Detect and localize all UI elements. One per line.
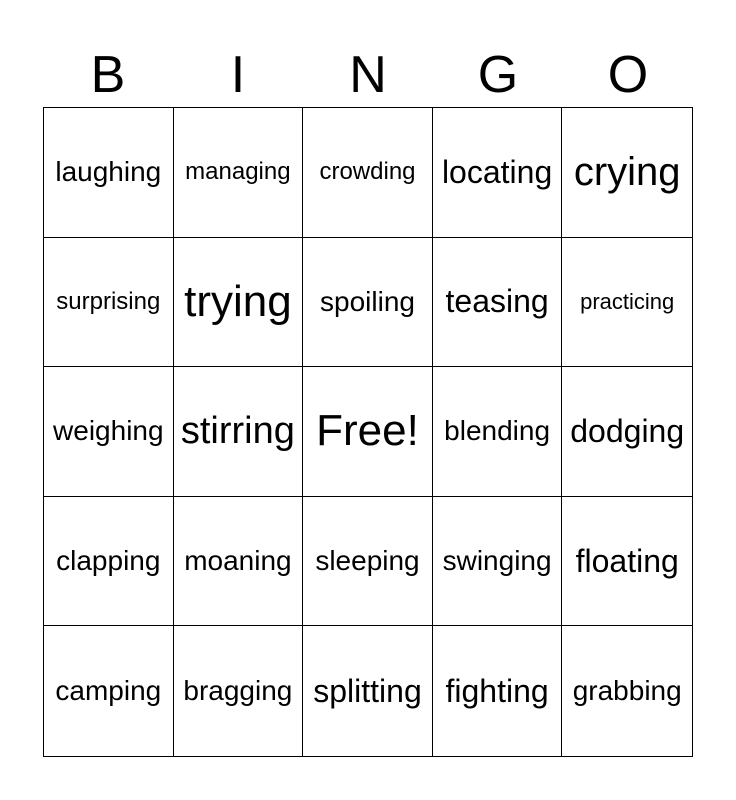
bingo-cell[interactable]: managing <box>174 108 304 238</box>
bingo-cell[interactable]: dodging <box>562 367 692 497</box>
bingo-cell[interactable]: moaning <box>174 497 304 627</box>
bingo-cell[interactable]: teasing <box>433 238 563 368</box>
bingo-cell[interactable]: blending <box>433 367 563 497</box>
header-letter-n: N <box>349 46 387 104</box>
bingo-cell[interactable]: swinging <box>433 497 563 627</box>
bingo-cell[interactable]: camping <box>44 626 174 756</box>
bingo-cell[interactable]: locating <box>433 108 563 238</box>
bingo-cell[interactable]: stirring <box>174 367 304 497</box>
bingo-board <box>43 107 693 757</box>
bingo-cell[interactable]: splitting <box>303 626 433 756</box>
bingo-header <box>43 44 693 106</box>
header-letter-i: I <box>230 46 246 104</box>
bingo-cell[interactable]: surprising <box>44 238 174 368</box>
bingo-cell[interactable]: weighing <box>44 367 174 497</box>
bingo-cell[interactable]: grabbing <box>572 675 682 707</box>
bingo-cell[interactable]: practicing <box>562 238 692 368</box>
header-letter-b: B <box>90 46 126 104</box>
bingo-cell[interactable]: sleeping <box>303 497 433 627</box>
bingo-cell[interactable]: crowding <box>303 108 433 238</box>
bingo-cell[interactable]: floating <box>562 497 692 627</box>
header-letter-o: O <box>607 46 649 104</box>
bingo-cell[interactable]: spoiling <box>303 238 433 368</box>
bingo-cell[interactable]: trying <box>174 238 304 368</box>
bingo-cell[interactable]: laughing <box>44 108 174 238</box>
bingo-cell[interactable]: fighting <box>433 626 563 756</box>
bingo-cell[interactable]: crying <box>562 108 692 238</box>
bingo-cell[interactable]: clapping <box>44 497 174 627</box>
header-letter-g: G <box>477 46 519 104</box>
bingo-cell[interactable]: bragging <box>174 626 304 756</box>
free-space[interactable]: Free! <box>303 367 433 497</box>
